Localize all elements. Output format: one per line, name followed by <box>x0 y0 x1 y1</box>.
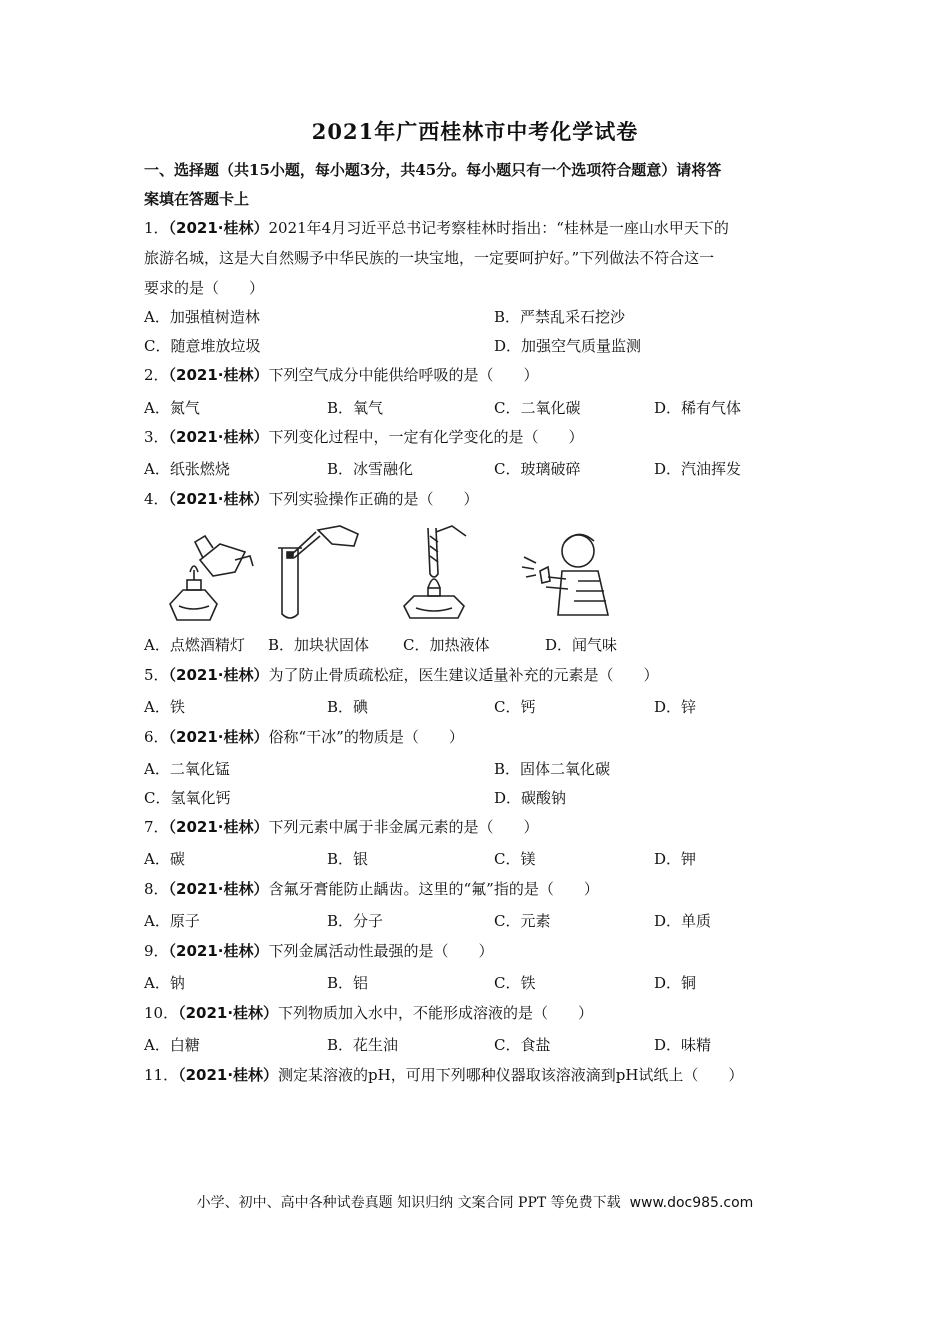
question-6 <box>144 726 814 747</box>
question-5 <box>144 664 814 685</box>
option: C．氢氧化钙 <box>144 789 231 807</box>
option: D．闻气味 <box>545 636 618 654</box>
question-text: 下列金属活动性最强的是（ ） <box>268 942 494 960</box>
option: C．加热液体 <box>403 636 490 654</box>
question-text-line: 要求的是（ ） <box>144 279 265 297</box>
question-source: （2021·桂林） <box>178 1004 279 1022</box>
question-text: 含氟牙膏能防止龋齿。这里的“氟”指的是（ ） <box>268 880 599 898</box>
option: A．白糖 <box>144 1036 200 1054</box>
question-number: 11． <box>144 1066 179 1084</box>
option: A．氮气 <box>144 399 200 417</box>
section-heading-line: 案填在答题卡上 <box>144 190 250 208</box>
question-number: 1． <box>144 219 169 237</box>
question-source: （2021·桂林） <box>168 942 269 960</box>
question-text: 下列元素中属于非金属元素的是（ ） <box>268 818 539 836</box>
option: A．原子 <box>144 912 200 930</box>
option: B．分子 <box>327 912 384 930</box>
question-source: （2021·桂林） <box>168 666 269 684</box>
option: B．严禁乱采石挖沙 <box>494 308 626 326</box>
option: C．食盐 <box>494 1036 551 1054</box>
question-3 <box>144 426 814 447</box>
option: A．加强植树造林 <box>144 308 260 326</box>
option: C．随意堆放垃圾 <box>144 337 261 355</box>
question-8 <box>144 878 814 899</box>
question-text: 下列实验操作正确的是（ ） <box>268 490 479 508</box>
question-number: 7． <box>144 818 169 836</box>
question-source: （2021·桂林） <box>168 219 269 237</box>
option: B．碘 <box>327 698 369 716</box>
question-number: 10． <box>144 1004 179 1022</box>
question-source: （2021·桂林） <box>168 366 269 384</box>
question-11 <box>144 1064 814 1085</box>
option: D．碳酸钠 <box>494 789 567 807</box>
option: A．点燃酒精灯 <box>144 636 245 654</box>
option: C．铁 <box>494 974 536 992</box>
footer-link[interactable]: www.doc985.com <box>629 1195 754 1211</box>
option: D．稀有气体 <box>654 399 742 417</box>
option: B．加块状固体 <box>268 636 370 654</box>
section-heading-line: 一、选择题（共15小题，每小题3分，共45分。每小题只有一个选项符合题意）请将答 <box>144 161 722 179</box>
question-4 <box>144 488 814 509</box>
question-text: 俗称“干冰”的物质是（ ） <box>268 728 464 746</box>
option: B．花生油 <box>327 1036 399 1054</box>
section-heading <box>144 156 814 214</box>
question-number: 3． <box>144 428 169 446</box>
option: C．钙 <box>494 698 536 716</box>
option: D．汽油挥发 <box>654 460 742 478</box>
option: C．镁 <box>494 850 536 868</box>
option: D．锌 <box>654 698 697 716</box>
option: C．元素 <box>494 912 551 930</box>
question-number: 4． <box>144 490 169 508</box>
question-text-line: 旅游名城，这是大自然赐予中华民族的一块宝地，一定要呵护好。”下列做法不符合这一 <box>144 249 715 267</box>
page-title: 2021年广西桂林市中考化学试卷 <box>311 119 639 144</box>
option: B．冰雪融化 <box>327 460 414 478</box>
question-10 <box>144 1002 814 1023</box>
question-source: （2021·桂林） <box>168 490 269 508</box>
option: A．钠 <box>144 974 185 992</box>
question-source: （2021·桂林） <box>168 880 269 898</box>
footer-text: 小学、初中、高中各种试卷真题 知识归纳 文案合同 PPT 等免费下载 <box>196 1195 621 1211</box>
question-1 <box>144 217 814 238</box>
question-number: 9． <box>144 942 169 960</box>
option: A．铁 <box>144 698 185 716</box>
option: C．二氧化碳 <box>494 399 581 417</box>
option: A．二氧化锰 <box>144 760 230 778</box>
option: A．纸张燃烧 <box>144 460 230 478</box>
question-text: 2021年4月习近平总书记考察桂林时指出：“桂林是一座山水甲天下的 <box>268 219 729 237</box>
question-text: 测定某溶液的pH，可用下列哪种仪器取该溶液滴到pH试纸上（ ） <box>278 1066 744 1084</box>
question-text: 为了防止骨质疏松症，医生建议适量补充的元素是（ ） <box>268 666 659 684</box>
page-footer <box>0 1192 950 1212</box>
question-number: 6． <box>144 728 169 746</box>
option: B．银 <box>327 850 369 868</box>
option: D．铜 <box>654 974 697 992</box>
option: D．单质 <box>654 912 712 930</box>
option: B．铝 <box>327 974 369 992</box>
test-tube-solid-illustration <box>270 522 365 622</box>
option: D．味精 <box>654 1036 712 1054</box>
option: C．玻璃破碎 <box>494 460 581 478</box>
option: B．氧气 <box>327 399 384 417</box>
heating-liquid-illustration <box>400 522 475 624</box>
question-text: 下列物质加入水中，不能形成溶液的是（ ） <box>278 1004 594 1022</box>
question-text: 下列变化过程中，一定有化学变化的是（ ） <box>268 428 584 446</box>
question-source: （2021·桂林） <box>168 428 269 446</box>
question-number: 8． <box>144 880 169 898</box>
question-number: 5． <box>144 666 169 684</box>
alcohol-lamp-lighting-illustration <box>165 532 260 624</box>
option: A．碳 <box>144 850 185 868</box>
option: B．固体二氧化碳 <box>494 760 611 778</box>
smelling-gas-illustration <box>518 527 623 619</box>
option: D．钾 <box>654 850 697 868</box>
question-2 <box>144 364 814 385</box>
question-source: （2021·桂林） <box>178 1066 279 1084</box>
question-7 <box>144 816 814 837</box>
question-source: （2021·桂林） <box>168 818 269 836</box>
option: D．加强空气质量监测 <box>494 337 642 355</box>
question-source: （2021·桂林） <box>168 728 269 746</box>
question-9 <box>144 940 814 961</box>
question-number: 2． <box>144 366 169 384</box>
question-text: 下列空气成分中能供给呼吸的是（ ） <box>268 366 539 384</box>
